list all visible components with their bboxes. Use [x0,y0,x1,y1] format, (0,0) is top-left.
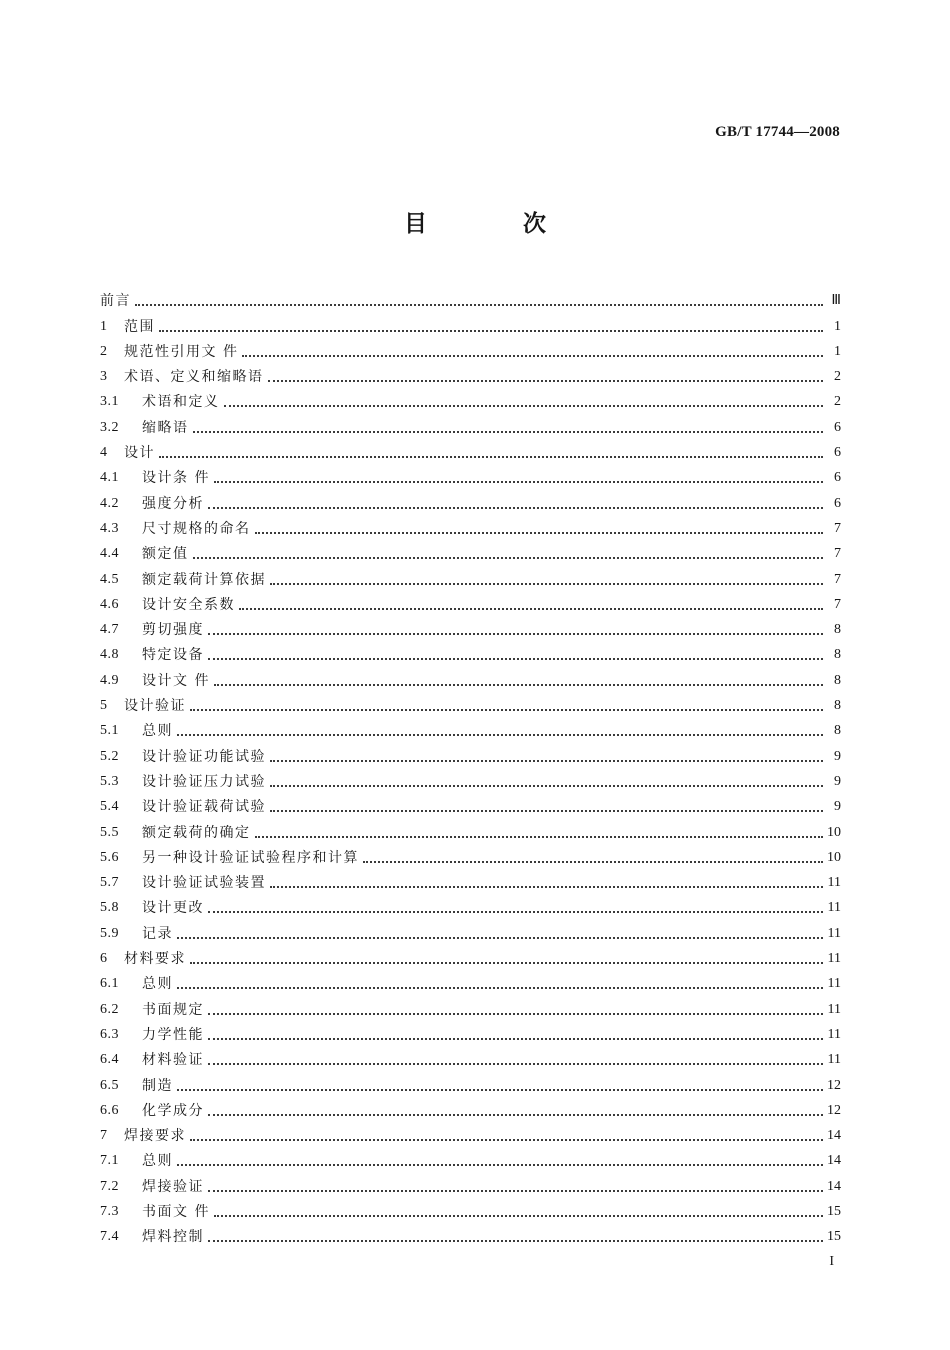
toc-entry[interactable] [100,564,841,589]
toc-entry-number: 5.8 [100,900,119,916]
dot-leader [268,380,824,382]
toc-entry-page: 9 [834,799,841,815]
toc-entry-label: 设计安全系数 [142,596,235,613]
toc-entry-label: 设计条 件 [142,470,210,487]
toc-entry-label: 规范性引用文 件 [124,343,239,360]
toc-entry[interactable] [100,362,841,387]
toc-entry[interactable] [100,1121,841,1146]
toc-entry-number: 7.2 [100,1178,119,1194]
toc-entry-number: 6.6 [100,1102,119,1118]
toc-entry-page: 8 [834,672,841,688]
toc-entry-label: 化学成分 [142,1102,204,1119]
dot-leader [208,507,823,509]
toc-entry-label: 术语和定义 [142,394,220,411]
toc-entry-number: 4.7 [100,622,119,638]
dot-leader [159,330,823,332]
toc-entry-number: 5.1 [100,723,119,739]
toc-entry-label: 额定值 [142,546,189,563]
toc-entry-number: 1 [100,318,108,334]
toc-entry-number: 7.3 [100,1203,119,1219]
toc-entry-page: 8 [834,622,841,638]
toc-entry-number: 7.4 [100,1229,119,1245]
toc-entry-number: 4.9 [100,672,119,688]
toc-entry[interactable] [100,640,841,665]
toc-entry-label: 焊接验证 [142,1178,204,1195]
toc-entry-number: 4.3 [100,520,119,536]
toc-entry-number: 4 [100,445,108,461]
toc-entry-page: 7 [834,596,841,612]
toc-entry[interactable] [100,716,841,741]
dot-leader [208,911,823,913]
toc-entry-label: 额定载荷的确定 [142,824,251,841]
toc-entry-number: 6.2 [100,1001,119,1017]
dot-leader [270,886,823,888]
toc-entry-label: 焊料控制 [142,1229,204,1246]
dot-leader [242,355,823,357]
toc-entry-page: 12 [827,1102,841,1118]
toc-entry-page: 6 [834,470,841,486]
toc-entry-label: 设计验证试验装置 [142,875,266,892]
toc-entry-label: 材料要求 [124,951,186,968]
dot-leader [224,405,824,407]
dot-leader [190,709,823,711]
toc-entry[interactable] [100,615,841,640]
dot-leader [208,1114,823,1116]
toc-entry-page: 14 [827,1128,841,1144]
toc-entry-number: 5.5 [100,824,119,840]
dot-leader [208,658,823,660]
toc-entry-label: 术语、定义和缩略语 [124,369,264,386]
toc-entry[interactable] [100,463,841,488]
toc-entry-number: 2 [100,343,108,359]
toc-entry-page: 11 [827,1052,841,1068]
dot-leader [363,861,823,863]
toc-entry-number: 4.4 [100,546,119,562]
toc-entry-label: 前言 [100,293,131,310]
toc-entry[interactable] [100,1197,841,1222]
dot-leader [255,532,824,534]
toc-entry-number: 3.2 [100,419,119,435]
toc-entry-label: 尺寸规格的命名 [142,520,251,537]
toc-entry[interactable] [100,387,841,412]
toc-entry-page: 1 [834,343,841,359]
toc-entry[interactable] [100,944,841,969]
toc-entry-label: 制造 [142,1077,173,1094]
toc-entry-number: 4.2 [100,495,119,511]
toc-entry-label: 焊接要求 [124,1128,186,1145]
toc-entry[interactable] [100,1020,841,1045]
dot-leader [193,557,824,559]
toc-entry[interactable] [100,767,841,792]
toc-entry-number: 6.5 [100,1077,119,1093]
toc-entry-number: 3.1 [100,394,119,410]
toc-entry-label: 另一种设计验证试验程序和计算 [142,849,359,866]
toc-entry-number: 5.3 [100,773,119,789]
toc-entry[interactable] [100,590,841,615]
toc-entry-label: 设计 [124,445,155,462]
dot-leader [208,1038,823,1040]
dot-leader [208,1063,823,1065]
dot-leader [270,583,823,585]
toc-entry[interactable] [100,994,841,1019]
dot-leader [190,962,823,964]
toc-entry-page: Ⅲ [831,293,841,309]
toc-entry-label: 总则 [142,976,173,993]
dot-leader [208,1013,823,1015]
toc-entry-page: 11 [827,976,841,992]
toc-entry-page: 1 [834,318,841,334]
dot-leader [190,1139,823,1141]
toc-entry-page: 8 [834,647,841,663]
toc-entry-label: 记录 [142,925,173,942]
dot-leader [270,810,823,812]
toc-entry[interactable] [100,918,841,943]
toc-entry-number: 6.1 [100,976,119,992]
dot-leader [177,987,823,989]
page-title: 目 次 [403,211,590,237]
standard-code: GB/T 17744—2008 [715,124,840,140]
toc-entry-label: 设计验证载荷试验 [142,799,266,816]
toc-entry-label: 总则 [142,723,173,740]
toc-entry-page: 6 [834,419,841,435]
toc-entry-number: 5.9 [100,925,119,941]
toc-entry-page: 15 [827,1229,841,1245]
toc-entry-number: 4.5 [100,571,119,587]
toc-entry-page: 7 [834,571,841,587]
toc-entry-number: 4.1 [100,470,119,486]
toc-entry-label: 特定设备 [142,647,204,664]
toc-entry-label: 总则 [142,1153,173,1170]
toc-entry-label: 设计更改 [142,900,204,917]
dot-leader [159,456,823,458]
toc-entry[interactable] [100,868,841,893]
dot-leader [255,836,824,838]
toc-entry-label: 剪切强度 [142,622,204,639]
toc-entry[interactable] [100,311,841,336]
toc-entry[interactable] [100,792,841,817]
dot-leader [177,734,823,736]
toc-entry-label: 书面文 件 [142,1203,210,1220]
toc-entry[interactable] [100,488,841,513]
toc-entry-page: 9 [834,748,841,764]
toc-entry-page: 10 [827,824,841,840]
toc-entry-page: 11 [827,1026,841,1042]
table-of-contents [100,286,841,1247]
toc-entry[interactable] [100,286,841,311]
dot-leader [270,785,823,787]
page-number: I [829,1254,834,1269]
dot-leader [135,304,823,306]
dot-leader [177,1089,823,1091]
toc-entry[interactable] [100,1171,841,1196]
toc-entry-page: 8 [834,698,841,714]
toc-entry-label: 强度分析 [142,495,204,512]
dot-leader [177,937,823,939]
toc-entry-page: 12 [827,1077,841,1093]
toc-entry-number: 5.7 [100,875,119,891]
toc-entry[interactable] [100,817,841,842]
toc-entry-label: 设计验证 [124,698,186,715]
toc-entry[interactable] [100,691,841,716]
toc-entry-label: 设计验证功能试验 [142,748,266,765]
toc-entry[interactable] [100,539,841,564]
dot-leader [208,1190,823,1192]
toc-entry-page: 6 [834,495,841,511]
toc-entry-label: 缩略语 [142,419,189,436]
toc-entry-page: 7 [834,520,841,536]
toc-entry-number: 3 [100,369,108,385]
toc-entry-label: 力学性能 [142,1026,204,1043]
toc-entry-label: 设计验证压力试验 [142,773,266,790]
toc-entry[interactable] [100,969,841,994]
toc-entry-page: 7 [834,546,841,562]
toc-entry-page: 10 [827,849,841,865]
toc-entry-number: 4.6 [100,596,119,612]
toc-entry-label: 材料验证 [142,1052,204,1069]
toc-entry[interactable] [100,1096,841,1121]
toc-entry-number: 5.2 [100,748,119,764]
toc-entry-page: 9 [834,773,841,789]
dot-leader [193,431,824,433]
toc-entry-number: 7.1 [100,1153,119,1169]
dot-leader [214,481,823,483]
toc-entry[interactable] [100,1146,841,1171]
toc-entry[interactable] [100,665,841,690]
toc-entry-number: 5.6 [100,849,119,865]
toc-entry[interactable] [100,1222,841,1247]
dot-leader [239,608,823,610]
toc-entry[interactable] [100,1070,841,1095]
toc-entry[interactable] [100,337,841,362]
toc-entry[interactable] [100,1045,841,1070]
toc-entry[interactable] [100,412,841,437]
toc-entry-page: 15 [827,1203,841,1219]
toc-entry-page: 11 [827,875,841,891]
toc-entry-page: 8 [834,723,841,739]
toc-entry-page: 6 [834,445,841,461]
dot-leader [270,760,823,762]
toc-entry[interactable] [100,438,841,463]
toc-entry-page: 11 [827,951,841,967]
toc-entry[interactable] [100,741,841,766]
toc-entry-number: 5.4 [100,799,119,815]
dot-leader [208,1240,823,1242]
toc-entry-number: 5 [100,698,108,714]
toc-entry-number: 6 [100,951,108,967]
dot-leader [177,1164,823,1166]
toc-entry-label: 范围 [124,318,155,335]
toc-entry[interactable] [100,514,841,539]
toc-entry-number: 7 [100,1128,108,1144]
toc-entry-page: 11 [827,1001,841,1017]
dot-leader [214,1215,823,1217]
toc-entry-page: 2 [834,394,841,410]
dot-leader [214,684,823,686]
toc-entry-number: 6.4 [100,1052,119,1068]
toc-entry-number: 4.8 [100,647,119,663]
toc-entry[interactable] [100,843,841,868]
toc-entry-page: 2 [834,369,841,385]
toc-entry-number: 6.3 [100,1026,119,1042]
toc-entry-page: 14 [827,1153,841,1169]
toc-entry-page: 11 [827,925,841,941]
toc-entry-label: 额定载荷计算依据 [142,571,266,588]
toc-entry[interactable] [100,893,841,918]
toc-entry-page: 11 [827,900,841,916]
dot-leader [208,633,823,635]
toc-entry-page: 14 [827,1178,841,1194]
toc-entry-label: 设计文 件 [142,672,210,689]
toc-entry-label: 书面规定 [142,1001,204,1018]
